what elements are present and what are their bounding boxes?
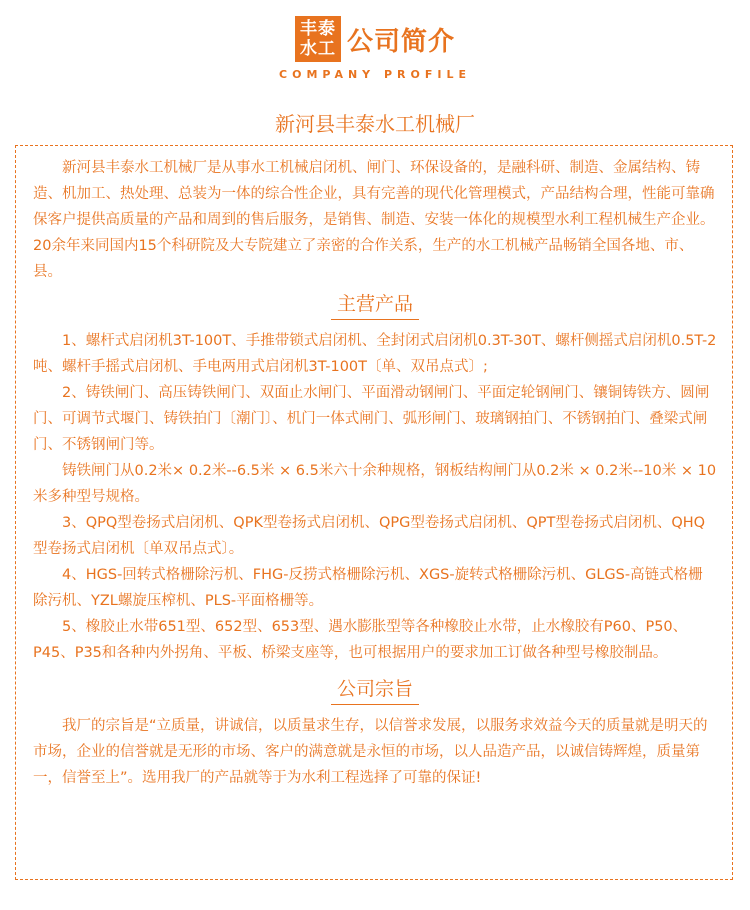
intro-paragraph: 新河县丰泰水工机械厂是从事水工机械启闭机、闸门、环保设备的，是融科研、制造、金属结构、铸造、机加工、热处理、总装为一体的综合性企业，具有完善的现代化管理模式，产品结构合理，性能可靠确保客户提供高质量的产品和周到的售后服务，是销售、制造、安装一体化的规模型水利工程机械生产企业。20余年来同国内15个科研院及大专院建立了亲密的合作关系，生产的水工机械产品畅销全国各地、市、县。 bbox=[33, 160, 715, 280]
product-item: 铸铁闸门从0.2米× 0.2米--6.5米 × 6.5米六十余种规格，钢板结构闸门从0.2米 × 0.2米--10米 × 10米多种型号规格。 bbox=[33, 463, 717, 505]
logo-title: 公司简介 bbox=[346, 26, 455, 57]
logo-mark bbox=[295, 16, 341, 62]
product-item: 4、HGS-回转式格栅除污机、FHG-反捞式格栅除污机、XGS-旋转式格栅除污机、GLGS-高链式格栅除污机、YZL螺旋压榨机、PLS-平面格栅等。 bbox=[33, 567, 703, 609]
company-name: 新河县丰泰水工机械厂 bbox=[275, 112, 475, 136]
logo-mark-line1: 丰泰 bbox=[299, 19, 336, 39]
logo-subtitle: COMPANY PROFILE bbox=[279, 68, 471, 81]
products-title: 主营产品 bbox=[331, 291, 419, 320]
logo bbox=[295, 16, 455, 62]
tenet-paragraph: 我厂的宗旨是“立质量，讲诚信，以质量求生存，以信誉求发展，以服务求效益今天的质量就是明天的市场，企业的信誉就是无形的市场、客户的满意就是永恒的市场，以人品造产品，以诚信铸辉煌，质量第一，信誉至上”。选用我厂的产品就等于为水利工程选择了可靠的保证! bbox=[33, 718, 708, 786]
product-item: 5、橡胶止水带651型、652型、653型、遇水膨胀型等各种橡胶止水带，止水橡胶有P60、P50、P45、P35和各种内外拐角、平板、桥梁支座等，也可根据用户的要求加工订做各种型号橡胶制品。 bbox=[33, 619, 688, 661]
content-body bbox=[33, 155, 717, 791]
company-profile-header bbox=[0, 16, 750, 81]
product-item: 1、螺杆式启闭机3T-100T、手推带锁式启闭机、全封闭式启闭机0.3T-30T、螺杆侧摇式启闭机0.5T-2吨、螺杆手摇式启闭机、手电两用式启闭机3T-100T〔单、双吊点式〕; bbox=[33, 333, 717, 375]
product-item: 2、铸铁闸门、高压铸铁闸门、双面止水闸门、平面滑动钢闸门、平面定轮钢闸门、镶铜铸铁方、圆闸门、可调节式堰门、铸铁拍门〔潮门〕、机门一体式闸门、弧形闸门、玻璃钢拍门、不锈钢拍门、叠梁式闸门、不锈钢闸门等。 bbox=[33, 385, 710, 453]
product-item: 3、QPQ型卷扬式启闭机、QPK型卷扬式启闭机、QPG型卷扬式启闭机、QPT型卷扬式启闭机、QHQ型卷扬式启闭机〔单双吊点式〕。 bbox=[33, 515, 706, 557]
tenet-title: 公司宗旨 bbox=[331, 676, 419, 705]
logo-mark-line2: 水工 bbox=[299, 39, 336, 59]
products-heading bbox=[33, 291, 717, 320]
tenet-heading bbox=[33, 676, 717, 705]
